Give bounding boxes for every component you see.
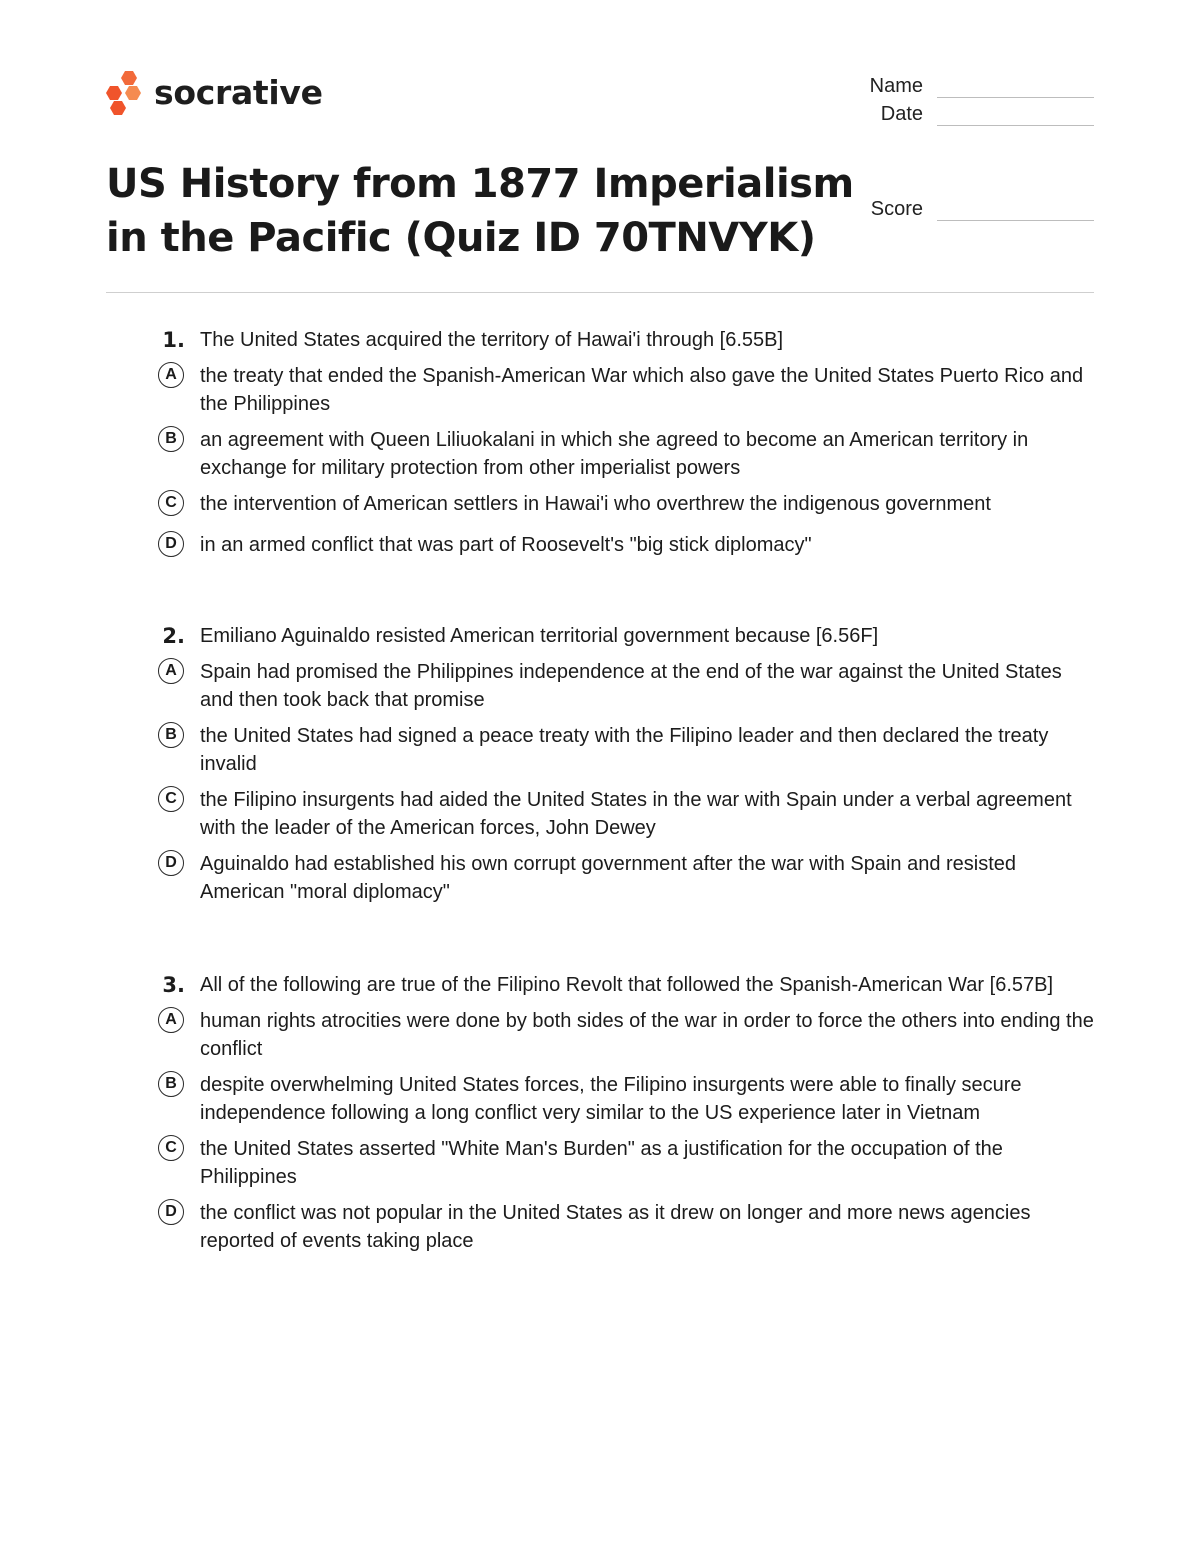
option-text: Aguinaldo had established his own corrupt government after the war with Spain and resisted American "moral diplomacy" — [200, 853, 1017, 903]
score-label: Score — [870, 198, 923, 220]
option-letter-circle[interactable]: D — [158, 1199, 184, 1225]
option-letter-circle[interactable]: B — [158, 722, 184, 748]
option-text: despite overwhelming United States forces, the Filipino insurgents were able to finally secure independence following a long conflict very similar to the US experience later in Vietnam — [200, 1074, 1022, 1124]
option-a[interactable] — [0, 658, 1095, 714]
question-1 — [0, 326, 1200, 559]
logo-wordmark: socrative — [154, 73, 323, 112]
socrative-logo — [106, 70, 323, 116]
question-header — [0, 326, 1095, 354]
option-letter-circle[interactable]: C — [158, 490, 184, 516]
question-text: The United States acquired the territory of Hawai'i through [6.55B] — [200, 329, 784, 351]
logo-hex-bottom — [110, 101, 126, 115]
question-2 — [0, 622, 1200, 906]
option-letter-circle[interactable]: D — [158, 531, 184, 557]
option-d[interactable] — [0, 531, 1095, 559]
name-field — [863, 74, 1094, 98]
page-title: US History from 1877 Imperialism in the Pacific (Quiz ID 70TNVYK) — [106, 161, 854, 261]
option-letter-circle[interactable]: B — [158, 426, 184, 452]
question-text: Emiliano Aguinaldo resisted American territorial government because [6.56F] — [200, 625, 879, 647]
question-header — [0, 971, 1095, 999]
option-text: the United States had signed a peace treaty with the Filipino leader and then declared the treaty invalid — [200, 725, 1049, 775]
option-d[interactable] — [0, 850, 1095, 906]
score-line[interactable] — [937, 200, 1094, 221]
option-c[interactable] — [0, 1135, 1095, 1191]
option-c[interactable] — [0, 490, 1095, 518]
option-a[interactable] — [0, 362, 1095, 418]
date-line[interactable] — [937, 105, 1094, 126]
option-text: in an armed conflict that was part of Roosevelt's "big stick diplomacy" — [200, 534, 812, 556]
date-label: Date — [880, 103, 923, 125]
option-letter-circle[interactable]: A — [158, 658, 184, 684]
option-text: the intervention of American settlers in Hawai'i who overthrew the indigenous government — [200, 493, 991, 515]
question-3 — [0, 971, 1200, 1255]
option-text: the conflict was not popular in the United States as it drew on longer and more news agencies reported of events taking place — [200, 1202, 1031, 1252]
option-d[interactable] — [0, 1199, 1095, 1255]
option-text: the United States asserted "White Man's Burden" as a justification for the occupation of the Philippines — [200, 1138, 1003, 1188]
option-text: an agreement with Queen Liliuokalani in which she agreed to become an American territory in exchange for military protection from other imperialist powers — [200, 429, 1029, 479]
header-divider — [106, 292, 1094, 293]
option-letter-circle[interactable]: D — [158, 850, 184, 876]
question-number: 3. — [162, 973, 185, 997]
option-text: the treaty that ended the Spanish-American War which also gave the United States Puerto Rico and the Philippines — [200, 365, 1084, 415]
option-letter-circle[interactable]: C — [158, 1135, 184, 1161]
logo-hex-top — [121, 71, 137, 85]
name-label: Name — [869, 75, 923, 97]
question-header — [0, 622, 1095, 650]
question-text: All of the following are true of the Filipino Revolt that followed the Spanish-American War [6.57B] — [200, 974, 1054, 996]
option-text: human rights atrocities were done by both sides of the war in order to force the others into ending the conflict — [200, 1010, 1094, 1060]
question-number: 2. — [162, 624, 185, 648]
option-letter-circle[interactable]: B — [158, 1071, 184, 1097]
option-b[interactable] — [0, 1071, 1095, 1127]
logo-hex-left — [106, 86, 122, 100]
name-line[interactable] — [937, 77, 1094, 98]
option-a[interactable] — [0, 1007, 1095, 1063]
option-b[interactable] — [0, 722, 1095, 778]
question-number: 1. — [162, 328, 185, 352]
option-letter-circle[interactable]: A — [158, 1007, 184, 1033]
option-text: the Filipino insurgents had aided the United States in the war with Spain under a verbal agreement with the leader of the American forces, John Dewey — [200, 789, 1072, 839]
date-field — [863, 102, 1094, 126]
option-letter-circle[interactable]: A — [158, 362, 184, 388]
socrative-hexagon-icon — [106, 70, 142, 116]
option-b[interactable] — [0, 426, 1095, 482]
logo-hex-right — [125, 86, 141, 100]
option-text: Spain had promised the Philippines independence at the end of the war against the United States and then took back that promise — [200, 661, 1062, 711]
option-letter-circle[interactable]: C — [158, 786, 184, 812]
option-c[interactable] — [0, 786, 1095, 842]
score-field — [863, 197, 1094, 221]
